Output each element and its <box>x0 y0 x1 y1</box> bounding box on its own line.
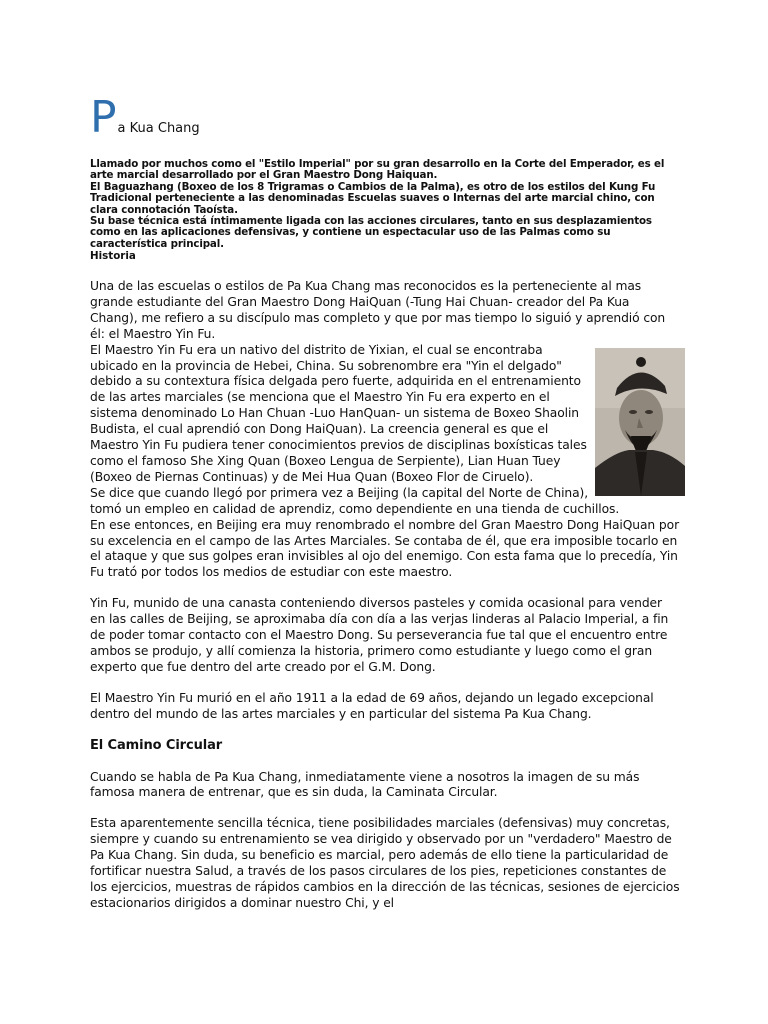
body-paragraph-1: Una de las escuelas o estilos de Pa Kua Chang mas reconocidos es la perteneciente al mas grande estudiante del Gran Maestro Dong HaiQuan (-Tung Hai Chuan- creador del Pa Kua Chang), me refiero a su discípulo mas completo y que por mas tiempo lo siguió y aprendió con él: el Maestro Yin Fu. <box>90 279 666 341</box>
historia-heading: Historia <box>90 250 136 262</box>
body-paragraph-7: Cuando se habla de Pa Kua Chang, inmediatamente viene a nosotros la imagen de su más famosa manera de entrenar, que es sin duda, la Caminata Circular. <box>90 769 640 800</box>
body-paragraph-6: El Maestro Yin Fu murió en el año 1911 a la edad de 69 años, dejando un legado excepcional dentro del mundo de las artes marciales y en particular del sistema Pa Kua Chang. <box>90 690 654 721</box>
intro-paragraph-3: Su base técnica está íntimamente ligada con las acciones circulares, tanto en sus desplazamientos como en las aplicaciones defensivas, y contiene un espectacular uso de las Palmas como su característica principal. <box>90 215 652 250</box>
article-body <box>90 279 680 912</box>
intro-paragraph-2: El Baguazhang (Boxeo de los 8 Trigramas o Cambios de la Palma), es otro de los estilos del Kung Fu Tradicional perteneciente a las denominadas Escuelas suaves o Internas del arte marcial chino, con clara connotación Taoísta. <box>90 180 656 216</box>
title-dropcap: P <box>90 92 117 143</box>
portrait-photo <box>595 348 685 496</box>
section-heading: El Camino Circular <box>90 737 223 753</box>
body-paragraph-2: El Maestro Yin Fu era un nativo del distrito de Yixian, el cual se encontraba ubicado en la provincia de Hebei, China. Su sobrenombre era "Yin el delgado" debido a su contextura física delgada pero fuerte, adquirida en el entrenamiento de las artes marciales (se menciona que el Maestro Yin Fu era experto en el sistema denominado Lo Han Chuan -Luo HanQuan- un sistema de Boxeo Shaolin Budista, el cual aprendió con Dong HaiQuan). La creencia general es que el Maestro Yin Fu pudiera tener conocimientos previos de disciplinas boxísticas tales como el famoso She Xing Quan (Boxeo Lengua de Serpiente), Lian Huan Tuey (Boxeo de Piernas Continuas) y de Mei Hua Quan (Boxeo Flor de Ciruelo). <box>90 342 587 484</box>
intro-block <box>90 159 680 250</box>
page-title <box>90 92 200 144</box>
title-text: a Kua Chang <box>117 121 200 136</box>
portrait-image <box>595 348 685 496</box>
body-paragraph-5: Yin Fu, munido de una canasta conteniendo diversos pasteles y comida ocasional para vender en las calles de Beijing, se aproximaba día con día a las verjas linderas al Palacio Imperial, a fin de poder tomar contacto con el Maestro Dong. Su perseverancia fue tal que el encuentro entre ambos se produjo, y allí comienza la historia, primero como estudiante y luego como el gran experto que fue dentro del arte creado por el G.M. Dong. <box>90 596 669 674</box>
intro-paragraph-1: Llamado por muchos como el "Estilo Imperial" por su gran desarrollo en la Corte del Emperador, es el arte marcial desarrollado por el Gran Maestro Dong Haiquan. <box>90 158 665 182</box>
body-paragraph-8: Esta aparentemente sencilla técnica, tiene posibilidades marciales (defensivas) muy concretas, siempre y cuando su entrenamiento se vea dirigido y observado por un "verdadero" Maestro de Pa Kua Chang. Sin duda, su beneficio es marcial, pero además de ello tiene la particularidad de fortificar nuestra Salud, a través de los pasos circulares de los pies, repeticiones constantes de los ejercicios, muestras de rápidos cambios en la dirección de las técnicas, sesiones de ejercicios estacionarios dirigidos a dominar nuestro Chi, y el <box>90 816 680 910</box>
body-paragraph-3: Se dice que cuando llegó por primera vez a Beijing (la capital del Norte de China), tomó un empleo en calidad de aprendiz, como dependiente en una tienda de cuchillos. <box>90 485 620 516</box>
body-paragraph-4: En ese entonces, en Beijing era muy renombrado el nombre del Gran Maestro Dong HaiQuan por su excelencia en el campo de las Artes Marciales. Se contaba de él, que era imposible tocarlo en el ataque y que sus golpes eran invisibles al ojo del enemigo. Con esta fama que lo precedía, Yin Fu trató por todos los medios de estudiar con este maestro. <box>90 517 680 580</box>
